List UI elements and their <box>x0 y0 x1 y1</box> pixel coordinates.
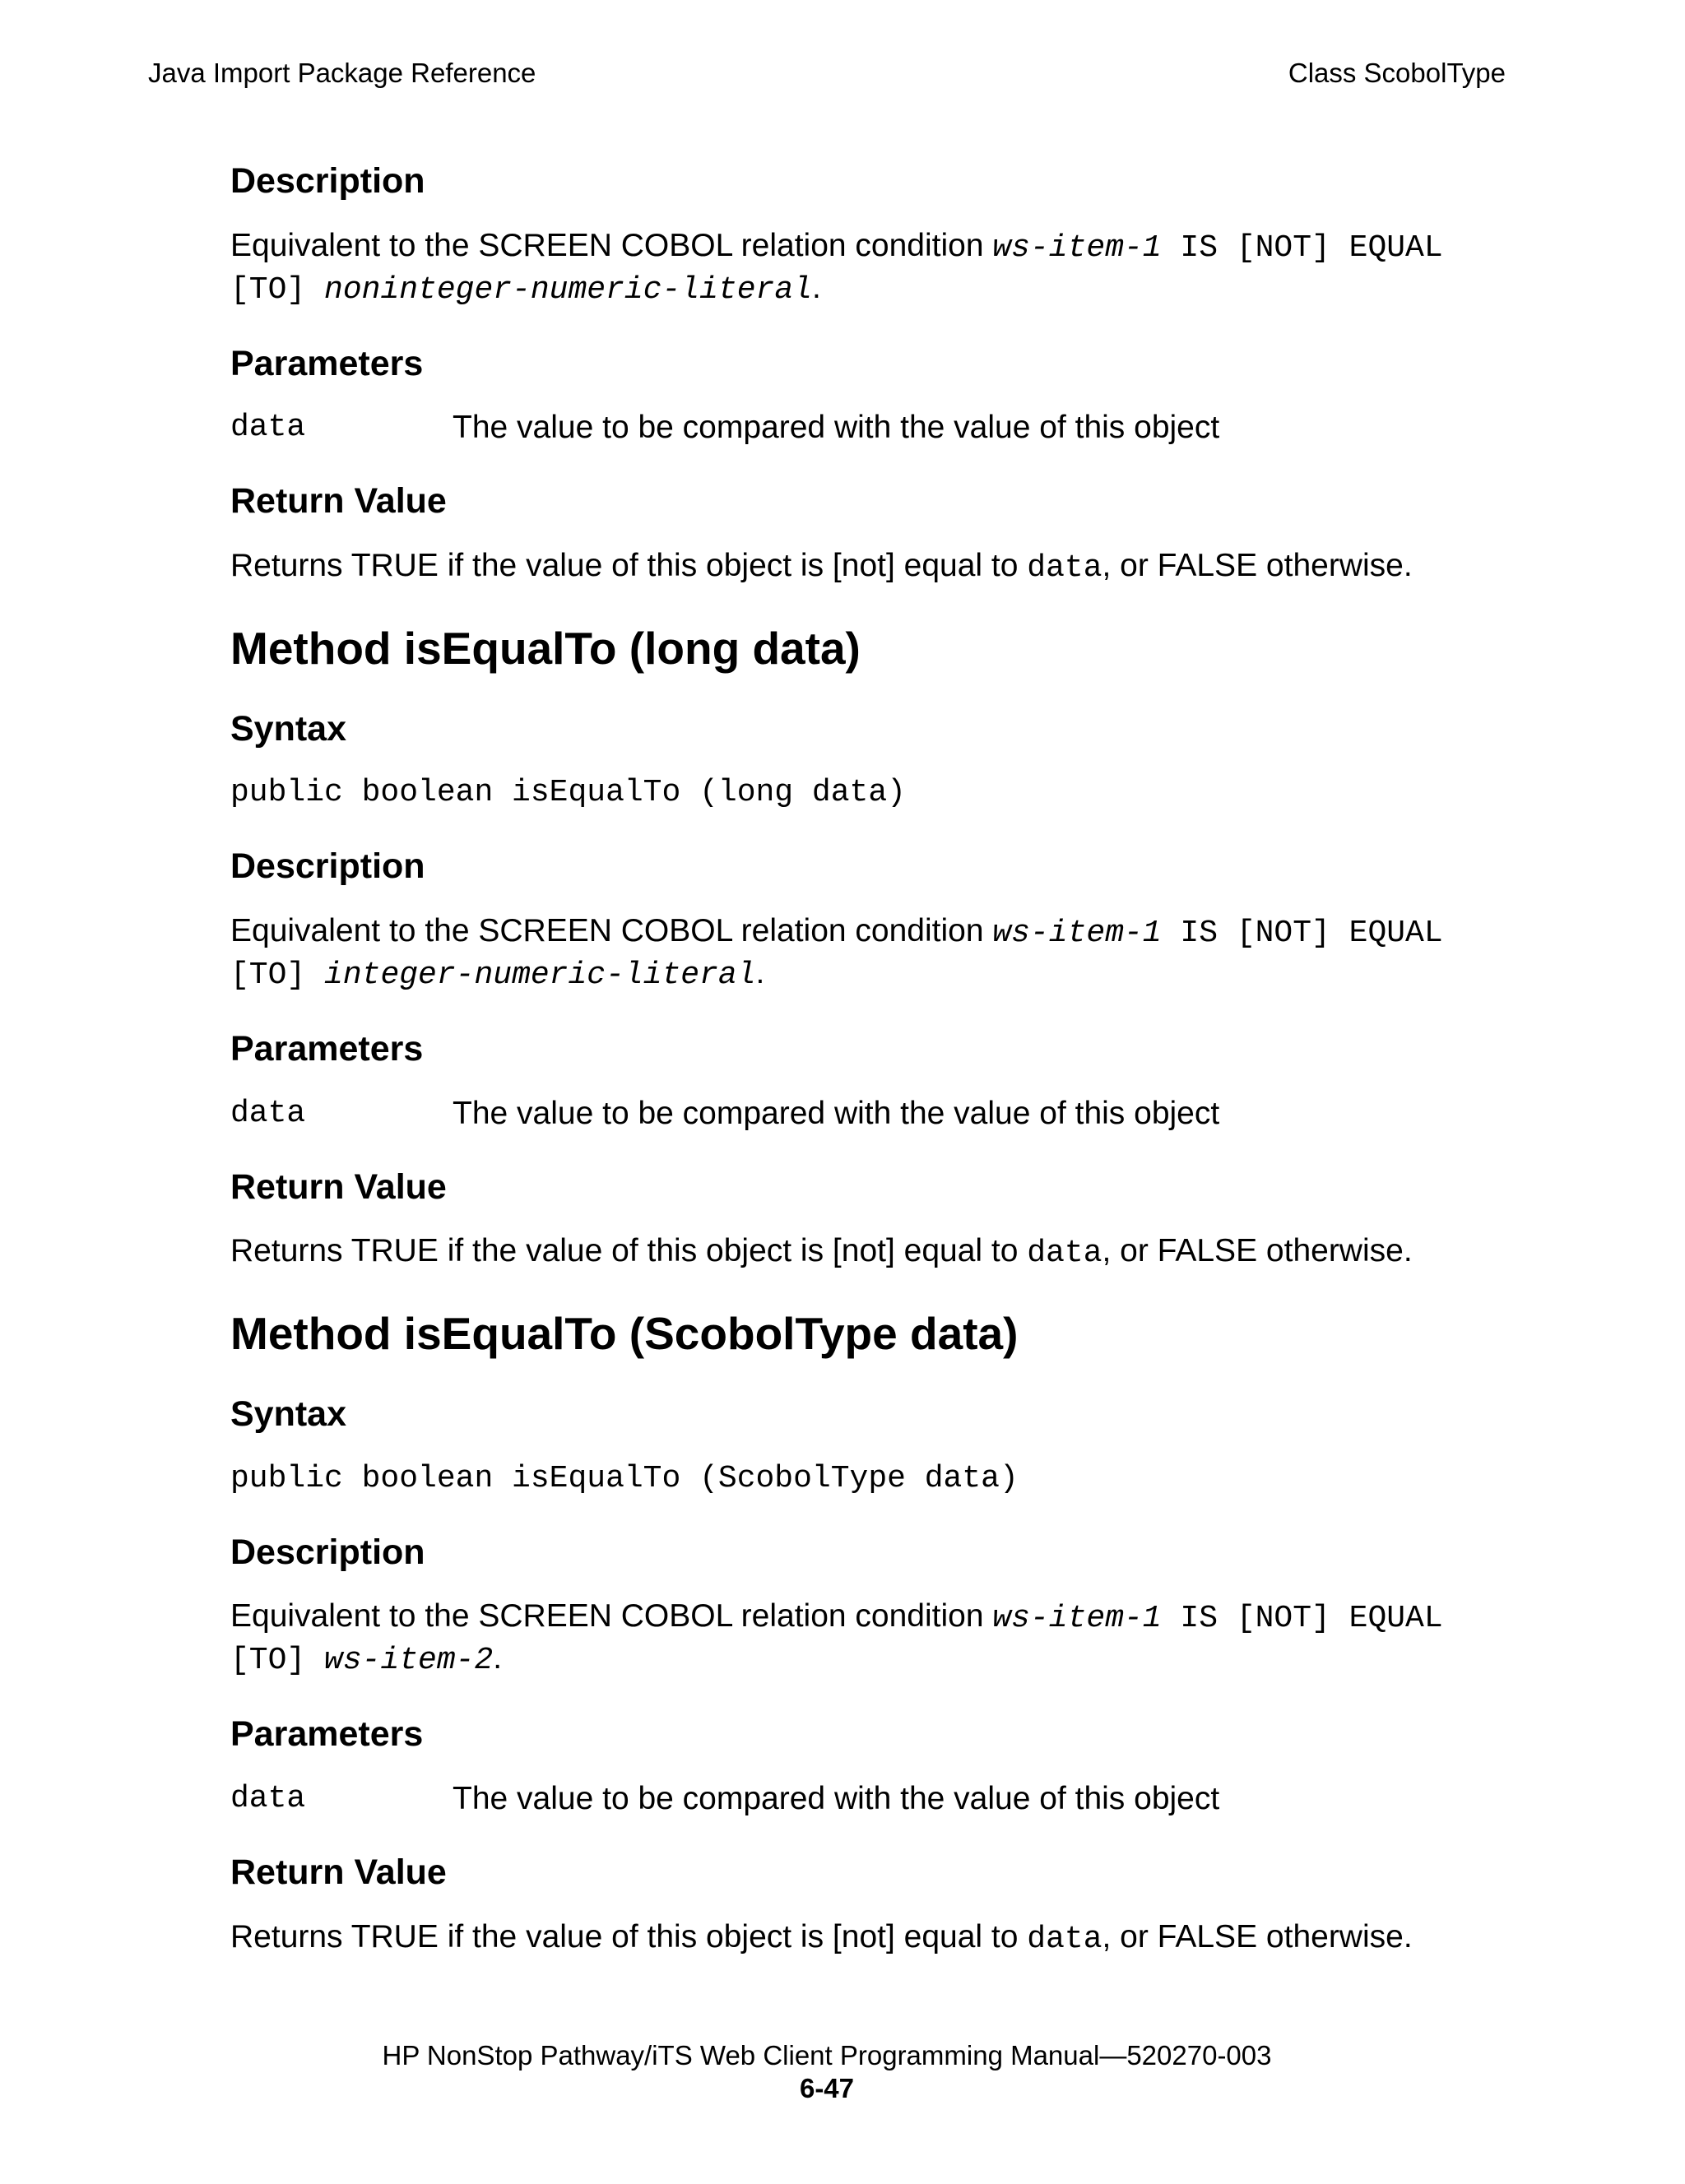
return-value-text <box>230 1917 1514 1959</box>
parameter-name: data <box>230 410 306 446</box>
return-value-text <box>230 546 1514 588</box>
return-code: data <box>1027 1921 1102 1957</box>
description-item: ws-item-1 <box>992 915 1162 951</box>
page-number: 6-47 <box>799 2073 855 2103</box>
syntax-code: public boolean isEqualTo (long data) <box>230 775 906 811</box>
return-value-heading: Return Value <box>230 481 447 522</box>
return-prefix: Returns TRUE if the value of this object is [not] equal to <box>230 547 1028 583</box>
section-scoboltype-data <box>230 1306 1514 1959</box>
return-suffix: , or FALSE otherwise. <box>1102 1233 1413 1269</box>
return-value-text <box>230 1231 1514 1273</box>
return-code: data <box>1027 1236 1102 1272</box>
description-prefix: Equivalent to the SCREEN COBOL relation condition <box>230 912 993 948</box>
parameter-row <box>230 1779 1514 1819</box>
return-suffix: , or FALSE otherwise. <box>1102 547 1413 583</box>
description-item: ws-item-1 <box>992 1601 1162 1637</box>
return-value-heading: Return Value <box>230 1852 447 1892</box>
syntax-heading: Syntax <box>230 1394 347 1435</box>
parameters-heading: Parameters <box>230 343 424 383</box>
parameter-name: data <box>230 1780 306 1816</box>
description-heading: Description <box>230 1532 425 1572</box>
description-end: . <box>755 954 765 990</box>
return-value-heading: Return Value <box>230 1166 447 1207</box>
parameters-heading: Parameters <box>230 1714 424 1755</box>
description-heading: Description <box>230 846 425 887</box>
description-end: . <box>493 1640 503 1676</box>
description-mid: IS [NOT] EQUAL <box>1161 915 1443 951</box>
description-mid: IS [NOT] EQUAL <box>1161 230 1443 266</box>
parameters-heading: Parameters <box>230 1028 424 1069</box>
parameter-name: data <box>230 1095 306 1131</box>
description-target: integer-numeric-literal <box>324 957 756 993</box>
parameter-row <box>230 408 1514 447</box>
parameter-description: The value to be compared with the value of this object <box>453 410 1220 446</box>
parameter-row <box>230 1094 1514 1134</box>
section-long-data <box>230 621 1514 1273</box>
syntax-code: public boolean isEqualTo (ScobolType data) <box>230 1460 1019 1496</box>
section-noninteger <box>230 160 1514 588</box>
description-to: [TO] <box>230 957 325 993</box>
description-text <box>230 1597 1514 1681</box>
description-target: noninteger-numeric-literal <box>324 271 812 308</box>
return-code: data <box>1027 549 1102 586</box>
method-heading: Method isEqualTo (long data) <box>230 622 861 674</box>
method-heading: Method isEqualTo (ScobolType data) <box>230 1308 1019 1360</box>
description-to: [TO] <box>230 1643 325 1679</box>
return-suffix: , or FALSE otherwise. <box>1102 1918 1413 1954</box>
parameter-description: The value to be compared with the value of this object <box>453 1780 1220 1816</box>
parameter-description: The value to be compared with the value of this object <box>453 1095 1220 1131</box>
running-header-left: Java Import Package Reference <box>148 58 536 88</box>
description-to: [TO] <box>230 271 325 308</box>
description-text <box>230 226 1514 310</box>
description-item: ws-item-1 <box>992 230 1162 266</box>
syntax-heading: Syntax <box>230 708 347 749</box>
description-target: ws-item-2 <box>324 1643 494 1679</box>
description-heading: Description <box>230 161 425 201</box>
footer-manual-title: HP NonStop Pathway/iTS Web Client Programming Manual—520270-003 <box>382 2040 1272 2070</box>
description-mid: IS [NOT] EQUAL <box>1161 1601 1443 1637</box>
description-end: . <box>811 269 821 305</box>
return-prefix: Returns TRUE if the value of this object is [not] equal to <box>230 1918 1028 1954</box>
description-text <box>230 911 1514 995</box>
description-prefix: Equivalent to the SCREEN COBOL relation condition <box>230 227 993 263</box>
description-prefix: Equivalent to the SCREEN COBOL relation condition <box>230 1598 993 1635</box>
running-header-right: Class ScobolType <box>1288 58 1506 88</box>
return-prefix: Returns TRUE if the value of this object is [not] equal to <box>230 1233 1028 1269</box>
page-content <box>230 160 1514 1959</box>
